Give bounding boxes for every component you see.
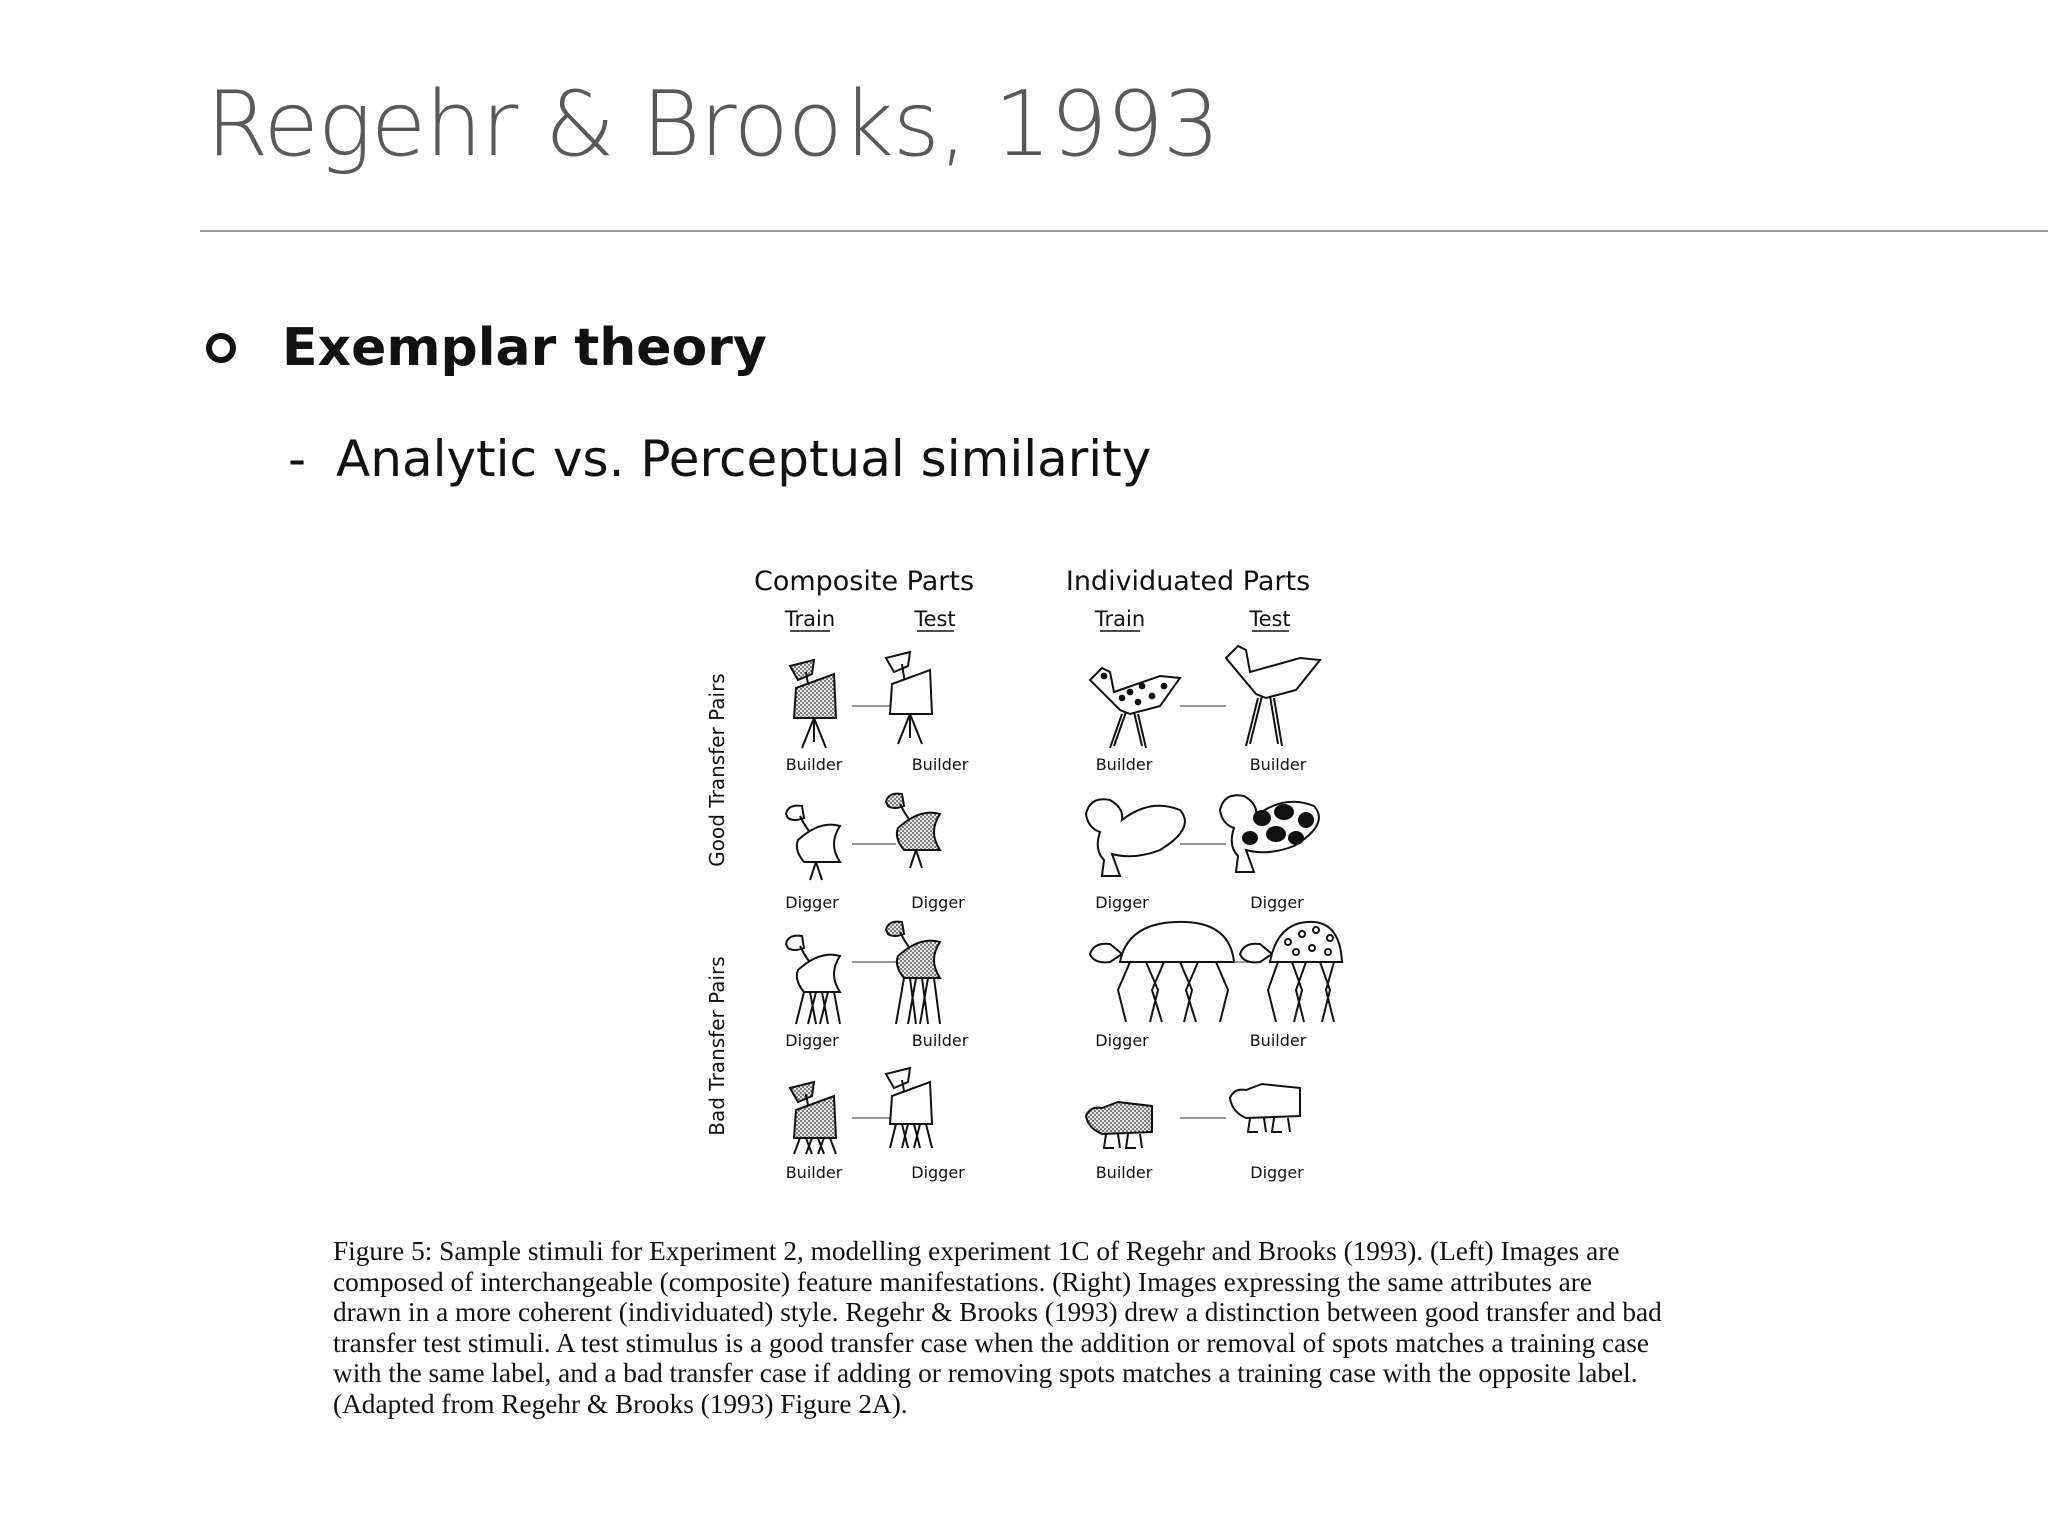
caption-line: composed of interchangeable (composite) feature manifestations. (Right) Images expressing the same attributes are [333,1266,1593,1297]
stimulus-individuated-builder-test [1226,646,1320,746]
caption-line: transfer test stimuli. A test stimulus is a good transfer case when the addition or removal of spots matches a training case [333,1327,1650,1358]
stimulus-individuated-builder-train-bad [1086,1102,1152,1148]
stimulus-label: Digger [1095,1031,1149,1050]
row-label-good-transfer: Good Transfer Pairs [705,673,729,867]
stimulus-composite-digger-test-bad [886,1068,932,1148]
sub-bullet-item [288,430,1151,488]
stimulus-composite-digger-train [786,806,840,880]
bullet-text: Exemplar theory [282,318,767,378]
row-label-bad-transfer: Bad Transfer Pairs [705,956,729,1136]
stimulus-label: Builder [785,755,843,774]
stimulus-composite-builder-train [790,660,836,748]
stimulus-label: Builder [911,755,969,774]
stimulus-composite-digger-test [886,794,940,868]
stimulus-individuated-digger-test [1220,795,1319,872]
stimulus-label: Digger [785,893,839,912]
stimulus-label: Builder [1249,755,1307,774]
stimulus-label: Digger [1250,1163,1304,1182]
stimulus-individuated-builder-train [1090,668,1180,748]
stimulus-label: Builder [1095,755,1153,774]
stimulus-individuated-digger-train [1086,799,1185,876]
col-header-train-individuated: Train [1094,607,1146,631]
stimulus-label: Builder [1095,1163,1153,1182]
hollow-circle-bullet-icon [206,333,236,363]
group-header-individuated: Individuated Parts [1065,566,1311,597]
stimulus-label: Digger [1250,893,1304,912]
caption-line: Figure 5: Sample stimuli for Experiment 2, modelling experiment 1C of Regehr and Brooks (1993). (Left) Images are [333,1236,1620,1266]
col-header-test-composite: Test [914,607,956,631]
col-header-test-individuated: Test [1249,607,1291,631]
stimulus-individuated-digger-train-bad [1090,922,1234,1022]
stimulus-label: Digger [911,1163,965,1182]
stimulus-label: Digger [785,1031,839,1050]
caption-line: drawn in a more coherent (individuated) style. Regehr & Brooks (1993) drew a distinction between good transfer and bad [333,1297,1662,1327]
stimuli-figure [690,550,1360,1200]
title-divider [200,230,2048,232]
stimulus-label: Builder [911,1031,969,1050]
stimulus-label: Digger [911,893,965,912]
stimuli-figure-svg [690,550,1360,1200]
figure-caption [333,1236,1893,1419]
stimulus-composite-builder-train-bad [790,1082,836,1154]
stimulus-individuated-digger-test-bad [1230,1084,1300,1132]
col-header-train-composite: Train [784,607,836,631]
stimulus-individuated-builder-test-bad [1240,922,1342,1022]
slide-title: Regehr & Brooks, 1993 [206,72,1220,177]
group-header-composite: Composite Parts [753,566,975,597]
stimulus-composite-builder-test [886,652,932,744]
stimulus-label: Digger [1095,893,1149,912]
caption-line: with the same label, and a bad transfer case if adding or removing spots matches a training case with the opposite label. [333,1358,1638,1388]
stimulus-composite-digger-train-bad [786,936,840,1024]
caption-line: (Adapted from Regehr & Brooks (1993) Figure 2A). [333,1388,908,1419]
sub-bullet-text: Analytic vs. Perceptual similarity [336,430,1152,488]
stimulus-composite-builder-test-bad [886,922,940,1024]
stimulus-label: Builder [1249,1031,1307,1050]
dash-marker: - [288,430,307,488]
stimulus-label: Builder [785,1163,843,1182]
bullet-item [206,318,767,378]
